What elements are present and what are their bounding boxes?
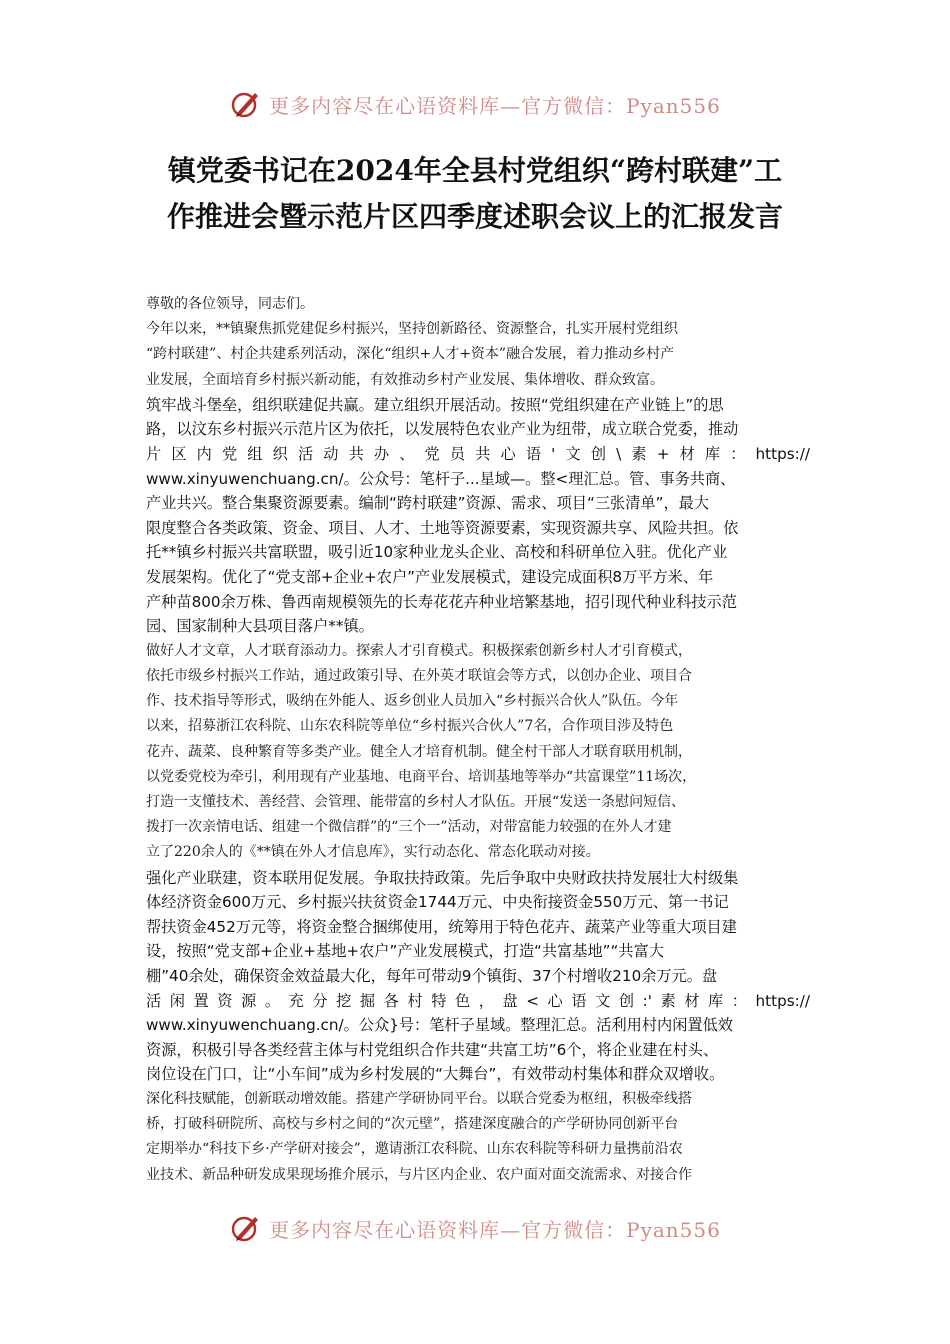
text-line: 托**镇乡村振兴共富联盟，吸引近10家种业龙头企业、高校和科研单位入驻。优化产业	[146, 543, 728, 562]
text-line: 园、国家制种大县项目落户**镇。	[146, 617, 374, 636]
text-line: www.xinyuwenchuang.cn/。公众号：笔杆子...星域—。整<理汇总。管、事务共商、	[146, 469, 736, 488]
text-line: 片区内党组织活动共办、党员共心语'文创\素+材库：https://	[146, 445, 810, 463]
text-line: 发展架构。优化了“党支部+企业+农户”产业发展模式，建设完成面积8万平方米、年	[146, 567, 714, 586]
text-line: 以来，招募浙江农科院、山东农科院等单位“乡村振兴合伙人”7名，合作项目涉及特色	[146, 718, 674, 735]
paragraph-intro	[146, 317, 810, 393]
text-line: 强化产业联建，资本联用促发展。争取扶持政策。先后争取中央财政扶持发展壮大村级集	[146, 868, 739, 887]
banner-text: 更多内容尽在心语资料库—官方微信：Pyan556	[269, 1217, 721, 1242]
text-line: 路，以汶东乡村振兴示范片区为依托，以发展特色农业产业为纽带，成立联合党委，推动	[146, 420, 739, 439]
banner-text: 更多内容尽在心语资料库—官方微信：Pyan556	[269, 93, 721, 118]
text-line: 今年以来，**镇聚焦抓党建促乡村振兴，坚持创新路径、资源整合，扎实开展村党组织	[146, 321, 678, 338]
text-line: 棚”40余处，确保资金效益最大化，每年可带动9个镇街、37个村增收210余万元。盘	[146, 966, 718, 985]
text-line: 业发展，全面培育乡村振兴新动能，有效推动乡村产业发展、集体增收、群众致富。	[146, 371, 664, 388]
text-line: 立了220余人的《**镇在外人才信息库》，实行动态化、常态化联动对接。	[146, 844, 600, 861]
title-line: 镇党委书记在2024年全县村党组织“跨村联建”工	[167, 154, 783, 187]
text-line: 帮扶资金452万元等，将资金整合捆绑使用，统筹用于特色花卉、蔬菜产业等重大项目建	[146, 917, 737, 936]
paragraph-talent	[146, 639, 810, 866]
text-line: 深化科技赋能，创新联动增效能。搭建产学研协同平台。以联合党委为枢纽，积极牵线搭	[146, 1090, 692, 1107]
text-line: 活闲置资源。充分挖掘各村特色，盘<心语文创:'素材库：https://	[146, 991, 810, 1010]
text-line: 花卉、蔬菜、良种繁育等多类产业。健全人才培育机制。健全村干部人才联育联用机制，	[146, 743, 692, 760]
document-title	[100, 148, 850, 240]
text-line: 业技术、新品种研发成果现场推介展示，与片区内企业、农户面对面交流需求、对接合作	[146, 1166, 692, 1183]
paragraph-organization	[146, 393, 810, 639]
text-line: 资源，积极引导各类经营主体与村党组织合作共建“共富工坊”6个，将企业建在村头、	[146, 1040, 719, 1059]
paragraph-technology	[146, 1087, 810, 1188]
text-line: 以党委党校为牵引，利用现有产业基地、电商平台、培训基地等举办“共富课堂”11场次，	[146, 768, 697, 785]
text-line: 岗位设在门口，让“小车间”成为乡村发展的“大舞台”，有效带动村集体和群众双增收。	[146, 1065, 725, 1084]
text-line: 限度整合各类政策、资金、项目、人才、土地等资源要素，实现资源共享、风险共担。依	[146, 518, 739, 537]
text-line: 尊敬的各位领导，同志们。	[146, 296, 314, 312]
pen-logo-icon	[229, 87, 263, 121]
text-line: 依托市级乡村振兴工作站，通过政策引导、在外英才联谊会等方式，以创办企业、项目合	[146, 667, 692, 684]
title-line: 作推进会暨示范片区四季度述职会议上的汇报发言	[166, 200, 783, 233]
text-line: 体经济资金600万元、乡村振兴扶贫资金1744万元、中央衔接资金550万元、第一书记	[146, 893, 729, 912]
text-line: 桥，打破科研院所、高校与乡村之间的“次元壁”，搭建深度融合的产学研协同创新平台	[146, 1116, 679, 1133]
text-line: www.xinyuwenchuang.cn/。公众}号：笔杆子星域。整理汇总。活利用村内闲置低效	[146, 1016, 733, 1035]
footer-banner	[0, 1208, 950, 1248]
text-line: 设，按照“党支部+企业+基地+农户”产业发展模式，打造“共富基地”“共富大	[146, 942, 664, 961]
header-banner	[0, 84, 950, 124]
text-line: “跨村联建”、村企共建系列活动，深化“组织+人才+资本”融合发展，着力推动乡村产	[146, 346, 675, 363]
text-line: 打造一支懂技术、善经营、会管理、能带富的乡村人才队伍。开展“发送一条慰问短信、	[146, 793, 686, 810]
document-body	[146, 292, 810, 1188]
text-line: 筑牢战斗堡垒，组织联建促共赢。建立组织开展活动。按照“党组织建在产业链上”的思	[146, 395, 724, 414]
text-line: 拨打一次亲情电话、组建一个微信群”的“三个一”活动，对带富能力较强的在外人才建	[146, 819, 672, 836]
paragraph-industry	[146, 866, 810, 1087]
text-line: 做好人才文章，人才联育添动力。探索人才引育模式。积极探索创新乡村人才引育模式，	[146, 642, 692, 659]
text-line: 产业共兴。整合集聚资源要素。编制“跨村联建”资源、需求、项目“三张清单”，最大	[146, 494, 710, 513]
pen-logo-icon	[229, 1211, 263, 1245]
paragraph-greeting	[146, 292, 810, 317]
text-line: 产种苗800余万株、鲁西南规模领先的长寿花花卉种业培繁基地，招引现代种业科技示范	[146, 592, 737, 611]
text-line: 作、技术指导等形式，吸纳在外能人、返乡创业人员加入“乡村振兴合伙人”队伍。今年	[146, 693, 679, 710]
text-line: 定期举办“科技下乡·产学研对接会”，邀请浙江农科院、山东农科院等科研力量携前沿农	[146, 1141, 683, 1158]
